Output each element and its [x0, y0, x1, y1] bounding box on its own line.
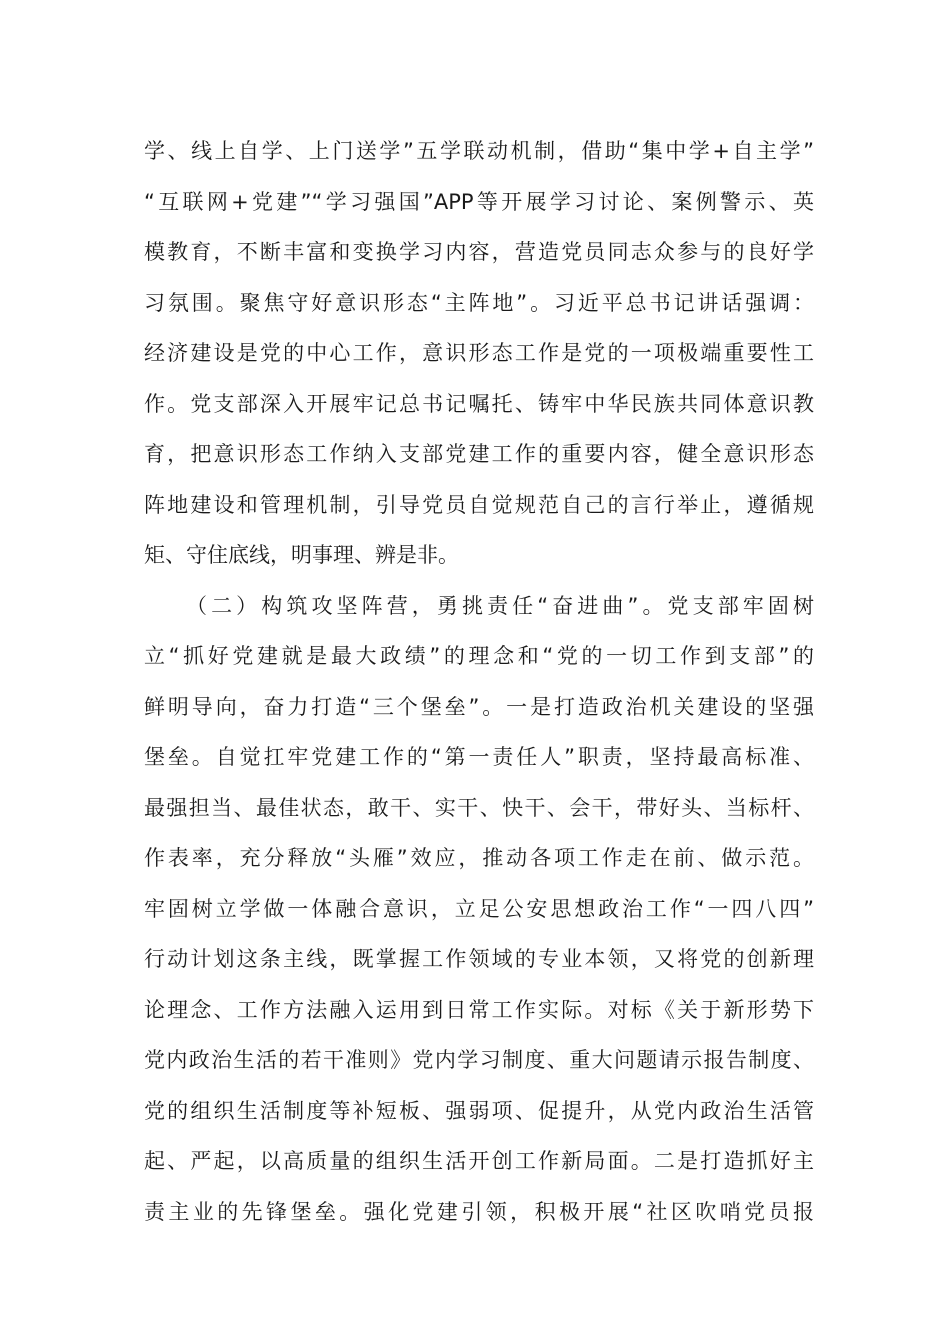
text-line-16: 牢固树立学做一体融合意识，立足公安思想政治工作“一四八四”	[144, 896, 814, 921]
text-line-2: “互联网+党建”“学习强国”APP等开展学习讨论、案例警示、英	[144, 189, 814, 214]
text-line-4: 习氛围。聚焦守好意识形态“主阵地”。习近平总书记讲话强调：	[144, 290, 814, 315]
text-line-20: 党的组织生活制度等补短板、强弱项、促提升，从党内政治生活管	[144, 1098, 814, 1123]
text-line-6: 作。党支部深入开展牢记总书记嘱托、铸牢中华民族共同体意识教	[144, 391, 814, 416]
text-line-8: 阵地建设和管理机制，引导党员自觉规范自己的言行举止，遵循规	[144, 492, 814, 517]
text-line-3: 模教育，不断丰富和变换学习内容，营造党员同志众参与的良好学	[144, 240, 814, 264]
text-line-7: 育，把意识形态工作纳入支部党建工作的重要内容，健全意识形态	[144, 442, 814, 466]
text-line-14: 最强担当、最佳状态，敢干、实干、快干、会干，带好头、当标杆、	[144, 795, 814, 820]
text-line-12: 鲜明导向，奋力打造“三个堡垒”。一是打造政治机关建设的坚强	[144, 694, 814, 719]
body-text	[144, 126, 814, 1237]
text-line-18: 论理念、工作方法融入运用到日常工作实际。对标《关于新形势下	[144, 997, 814, 1022]
text-line-21: 起、严起，以高质量的组织生活开创工作新局面。二是打造抓好主	[144, 1149, 814, 1173]
text-line-17: 行动计划这条主线，既掌握工作领域的专业本领，又将党的创新理	[144, 947, 814, 971]
text-line-11: 立“抓好党建就是最大政绩”的理念和“党的一切工作到支部”的	[144, 644, 814, 668]
text-line-15: 作表率，充分释放“头雁”效应，推动各项工作走在前、做示范。	[144, 846, 814, 870]
text-line-5: 经济建设是党的中心工作，意识形态工作是党的一项极端重要性工	[144, 341, 814, 365]
text-line-13: 堡垒。自觉扛牢党建工作的“第一责任人”职责，坚持最高标准、	[144, 745, 814, 769]
text-line-19: 党内政治生活的若干准则》党内学习制度、重大问题请示报告制度、	[144, 1048, 814, 1072]
text-line-22: 责主业的先锋堡垒。强化党建引领，积极开展“社区吹哨党员报	[144, 1199, 814, 1224]
text-line-10: （二）构筑攻坚阵营，勇挑责任“奋进曲”。党支部牢固树	[186, 593, 814, 618]
text-line-1: 学、线上自学、上门送学”五学联动机制，借助“集中学+自主学”	[144, 139, 814, 163]
text-line-9: 矩、守住底线，明事理、辨是非。	[144, 543, 459, 567]
